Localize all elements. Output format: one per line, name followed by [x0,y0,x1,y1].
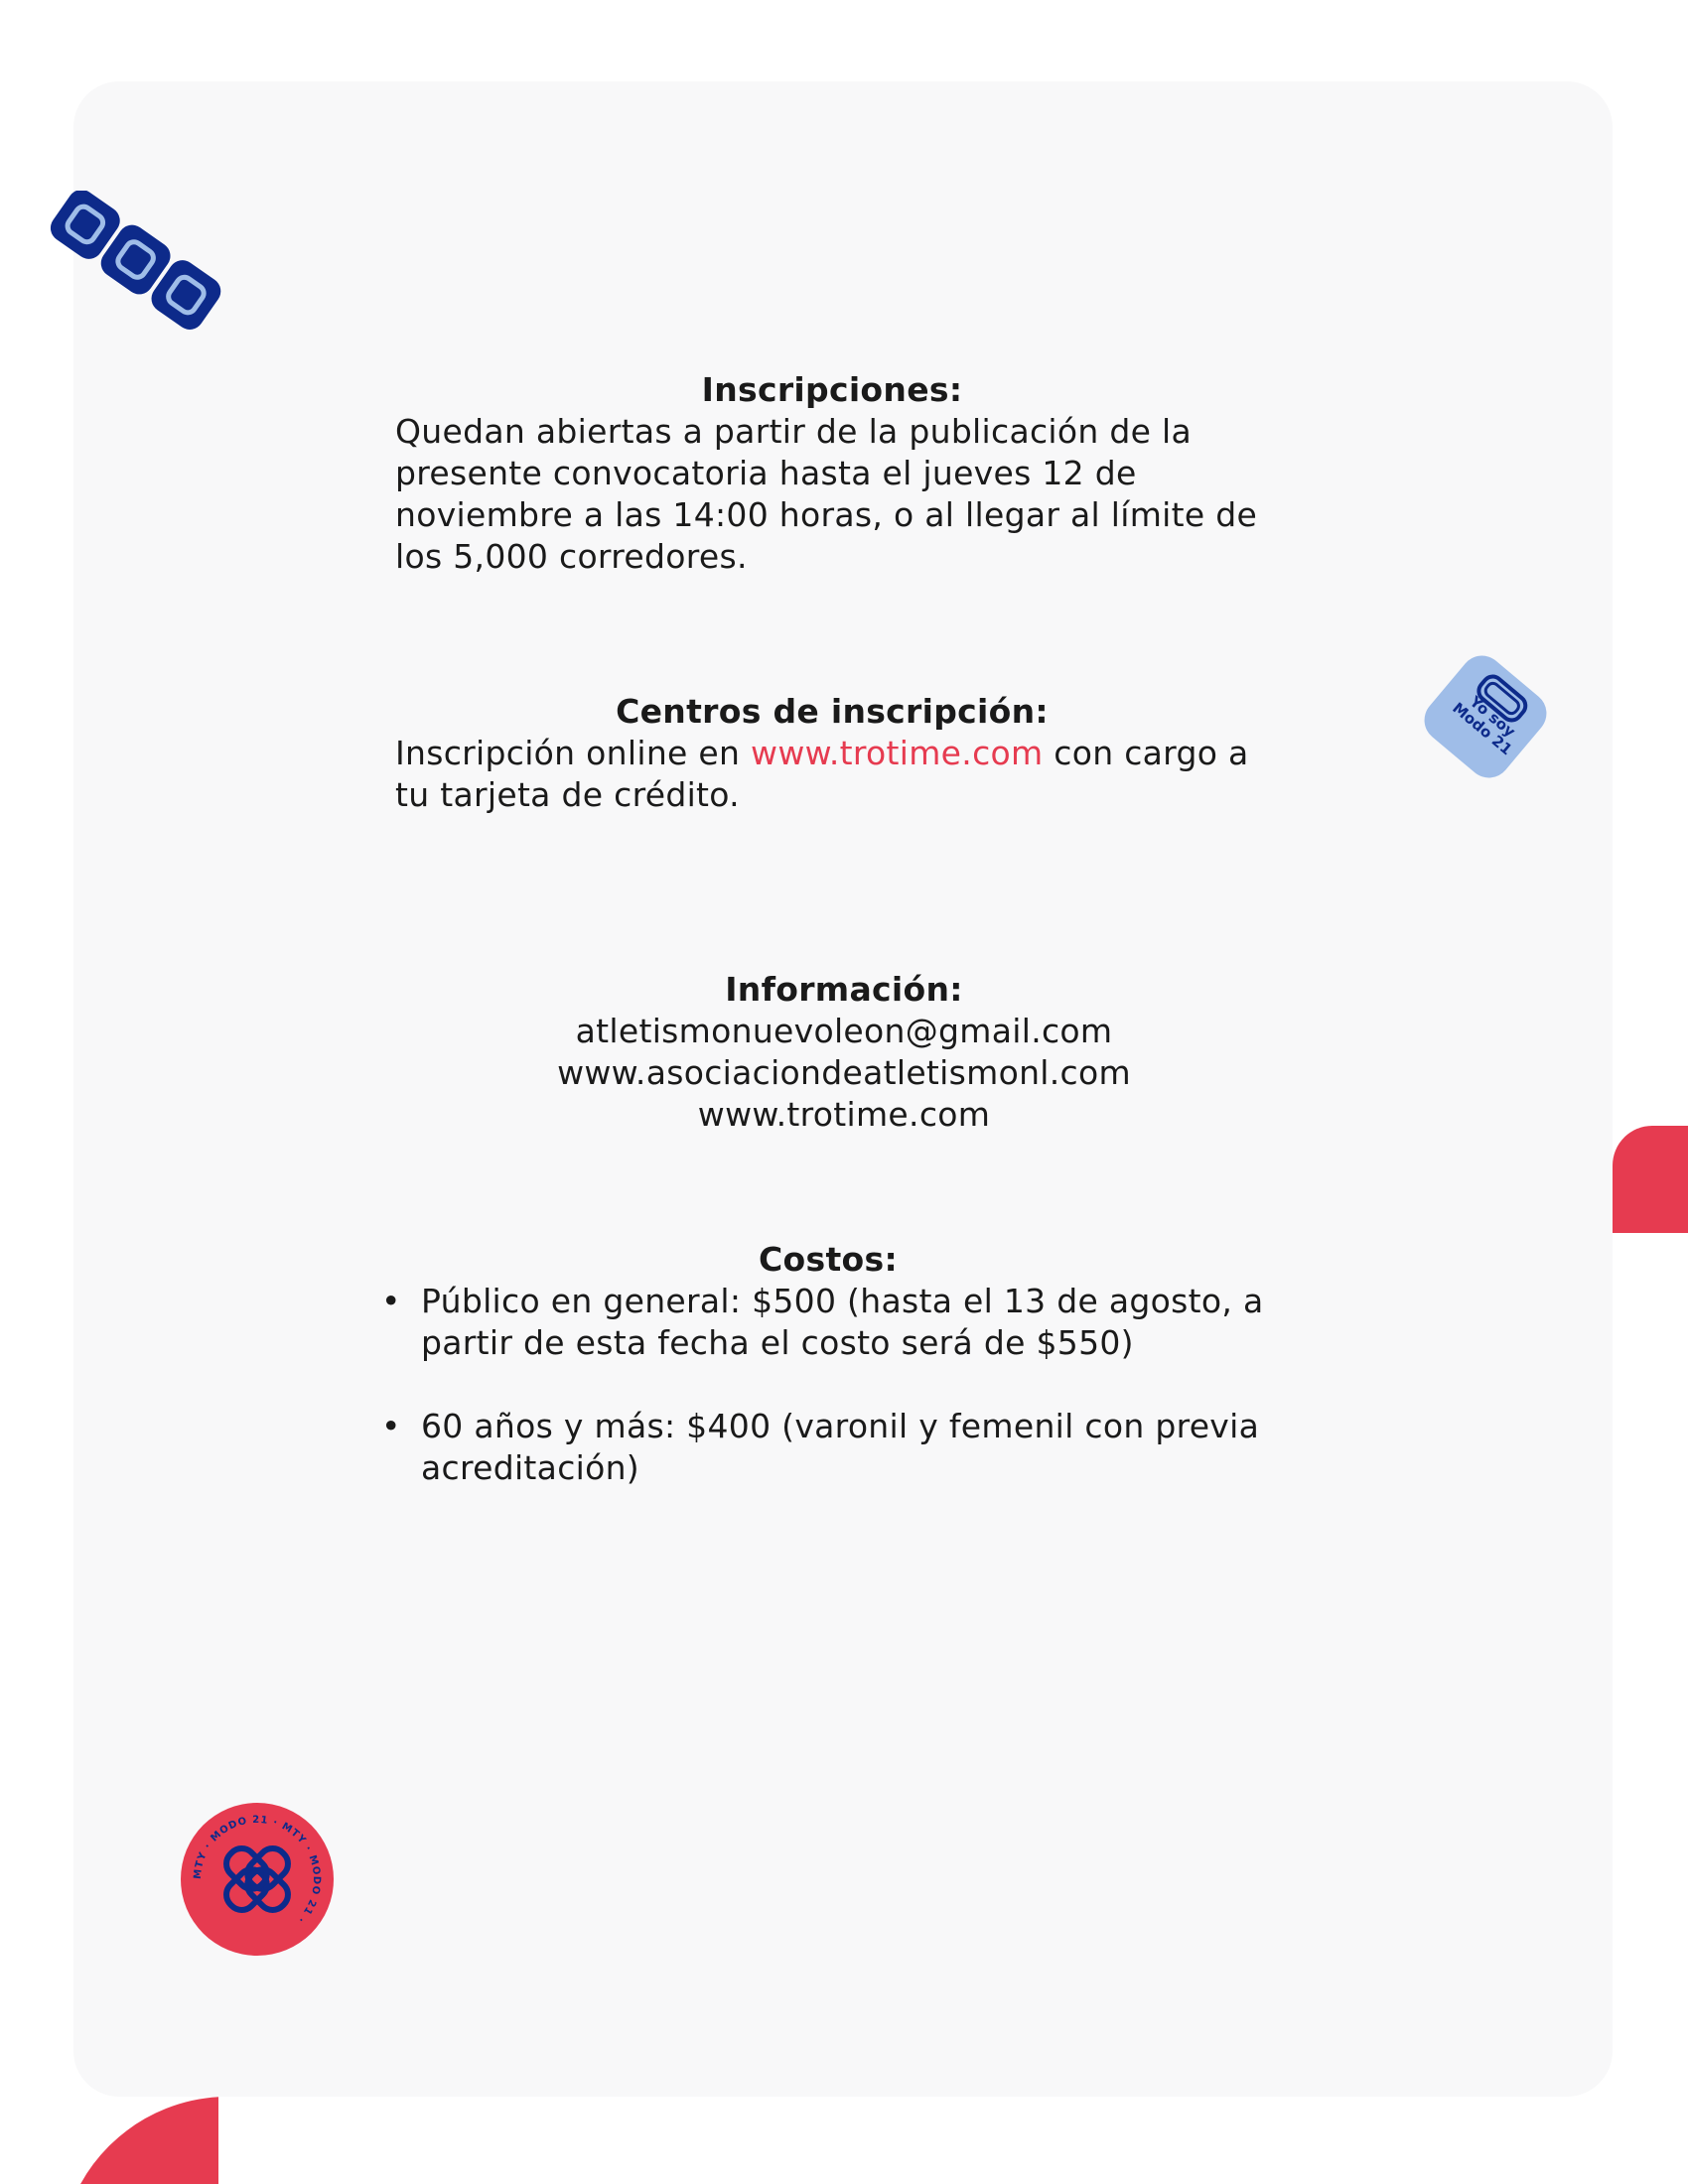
trotime-url[interactable]: www.trotime.com [697,1095,991,1134]
list-item [381,1281,1275,1364]
costos-heading: Costos: [759,1240,898,1279]
trotime-link[interactable]: www.trotime.com [751,734,1044,772]
informacion-section [395,969,1293,1136]
centros-body [395,733,1269,816]
red-tab-right [1613,1126,1688,1233]
costos-list [381,1281,1275,1489]
centros-section [395,691,1269,816]
centros-text-before: Inscripción online en [395,734,752,772]
square-badge-text: Yo soy Modo 21 [1449,692,1519,759]
cost-seniors: 60 años y más: $400 (varonil y femenil con previa acreditación) [421,1407,1260,1487]
informacion-heading: Información: [725,970,963,1009]
inscripciones-section [395,369,1269,578]
round-badge-text: MTY · MODO 21 · MTY · MODO 21 · [192,1814,323,1926]
blue-tiles-icon [36,191,230,340]
centros-text-after: con cargo a tu tarjeta de crédito. [395,734,1249,814]
centros-heading: Centros de inscripción: [616,692,1049,731]
seal-text-ring [181,1803,334,1956]
costos-section [381,1239,1275,1489]
red-corner-bottom-left [60,2097,218,2184]
bullet-icon: • [381,1407,401,1445]
inscripciones-body: Quedan abiertas a partir de la publicación de la presente convocatoria hasta el jueves 12 de noviembre a las 14:00 horas, o al llegar al límite de los 5,000 corredores. [395,412,1258,576]
inscripciones-heading: Inscripciones: [701,370,963,409]
yo-soy-modo-21-sticker [1416,647,1555,786]
list-item [381,1406,1275,1489]
svg-text:MTY · MODO 21 · MTY · MODO 21 [193,1815,322,1925]
asociacion-link[interactable]: www.asociaciondeatletismonl.com [557,1053,1131,1092]
bullet-icon: • [381,1282,401,1320]
round-modo-21-seal [181,1803,334,1956]
cost-general: Público en general: $500 (hasta el 13 de agosto, a partir de esta fecha el costo será de $550) [421,1282,1264,1362]
contact-email[interactable]: atletismonuevoleon@gmail.com [575,1012,1113,1050]
